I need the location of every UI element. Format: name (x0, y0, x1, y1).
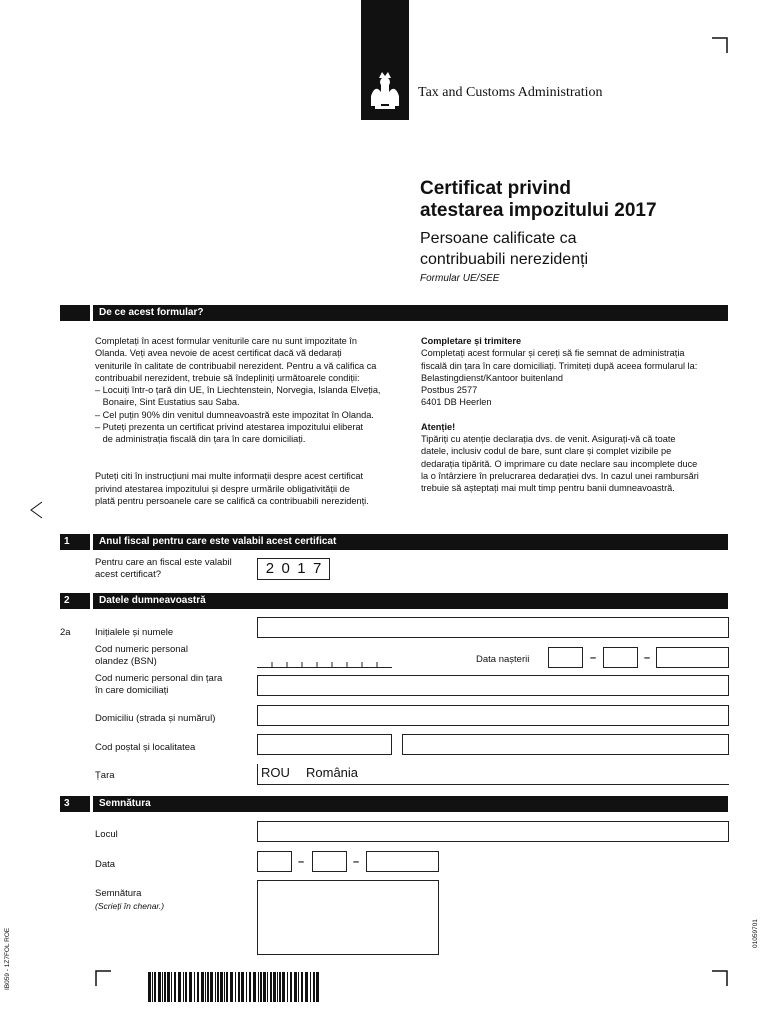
country-name-value: România (306, 765, 359, 780)
place-field[interactable] (257, 821, 729, 842)
intro-line: veniturile în calitate de contribuabil nerezident. Pentru a vă califica ca (95, 360, 377, 371)
intro-line: Puteți citi în instrucțiuni mai multe informații despre acest certificat (95, 471, 364, 482)
barcode-bar (313, 972, 315, 1002)
date-separator: – (353, 856, 360, 868)
year-digit: 2 (265, 560, 275, 577)
barcode-bar (189, 972, 192, 1002)
barcode-bar (305, 972, 308, 1002)
barcode-bar (152, 972, 153, 1002)
section-2-number: 2 (60, 593, 90, 609)
sign-month-field[interactable] (312, 851, 347, 872)
barcode-bar (194, 972, 195, 1002)
address-label: Domiciliu (strada și numărul) (95, 713, 216, 724)
intro-line: Tipăriți cu atenție declarația dvs. de venit. Asigurați-vă că toate (421, 434, 676, 445)
intro-number-bar (60, 305, 90, 321)
section-2-heading: Datele dumneavoastră (93, 593, 728, 609)
barcode-bar (148, 972, 151, 1002)
intro-line: plată pentru persoanele care se califică ca contribuabili nerezidenți. (95, 495, 369, 506)
year-digit: 7 (312, 560, 322, 577)
barcode-bar (220, 972, 223, 1002)
barcode-bar (267, 972, 268, 1002)
intro-line: la o întârziere în prelucrarea dedarației dvs. In cazul unei rambursări (421, 470, 699, 481)
intro-line: 6401 DB Heerlen (421, 397, 492, 408)
intro-line: contribuabil nerezident, trebuie să îndepliniți următoarele condiții: (95, 372, 360, 383)
initials-name-field[interactable] (257, 617, 729, 638)
intro-line (95, 458, 415, 470)
organization-name: Tax and Customs Administration (418, 85, 603, 100)
barcode-bar (253, 972, 256, 1002)
date-separator: – (298, 856, 305, 868)
postal-label: Cod poștal și localitatea (95, 742, 196, 753)
section-1-heading: Anul fiscal pentru care este valabil acest certificat (93, 534, 728, 550)
barcode-bar (298, 972, 299, 1002)
initials-label: Inițialele și numele (95, 627, 174, 638)
intro-right-text: Completare și trimitere Completați acest formular și cereți să fie semnat de administrația fiscală din țara în care domiciliați. Trimiteți după aceea formularul la: Belastingdienst/Kantoor buitenland Postbus 2577 6401 DB Heerlen Atenție! Tipăriți cu atenție declarația dvs. de venit. Asigurați-vă că toate datele, inclusiv codul de bare, sunt clare și complet vizibile pe dedarația tipărită. O imprimare cu date neclare sau incomplete duce la o întârziere în prelucrarea dedarației dvs. In cazul unei rambursări trebuie să așteptați mai mult timp pentru banii dumneavoastră. (421, 335, 741, 495)
barcode-bar (301, 972, 303, 1002)
intro-line: Olanda. Veți avea nevoie de acest certificat dacă vă dedarați (95, 348, 342, 359)
tax-year-field[interactable] (257, 558, 330, 580)
barcode-bar (249, 972, 251, 1002)
signature-label: Semnătura (Scrieți în chenar.) (95, 888, 165, 911)
signature-box[interactable] (257, 880, 439, 955)
barcode-bar (154, 972, 156, 1002)
barcode (148, 972, 323, 1002)
address-field[interactable] (257, 705, 729, 726)
country-label: Țara (95, 770, 115, 781)
subsection-2a: 2a (60, 627, 71, 638)
margin-doc-number: 01059701 (752, 919, 759, 948)
section-3-number: 3 (60, 796, 90, 812)
barcode-bar (158, 972, 161, 1002)
bsn-label: Cod numeric personal olandez (BSN) (95, 644, 188, 667)
year-digit: 0 (281, 560, 290, 577)
date-separator: – (644, 652, 651, 664)
date-separator: – (590, 652, 597, 664)
barcode-bar (167, 972, 170, 1002)
locality-field[interactable] (402, 734, 729, 755)
barcode-bar (162, 972, 163, 1002)
intro-line: Bonaire, Sint Eustatius sau Saba. (95, 397, 240, 408)
birth-date-label: Data nașterii (476, 654, 530, 665)
logo-bar (361, 0, 409, 120)
barcode-bar (270, 972, 272, 1002)
barcode-bar (174, 972, 176, 1002)
chevron-left-icon (28, 500, 44, 520)
barcode-bar (210, 972, 213, 1002)
barcode-bar (171, 972, 172, 1002)
barcode-bar (164, 972, 166, 1002)
intro-line: Postbus 2577 (421, 385, 478, 396)
intro-line (95, 446, 415, 458)
barcode-bar (258, 972, 259, 1002)
barcode-bar (197, 972, 199, 1002)
barcode-bar (246, 972, 247, 1002)
barcode-bar (238, 972, 240, 1002)
barcode-bar (273, 972, 276, 1002)
barcode-bar (201, 972, 204, 1002)
crop-mark-icon (95, 970, 111, 986)
barcode-bar (224, 972, 225, 1002)
intro-line: – Puteți prezenta un certificat privind atestarea impozitului eliberat (95, 422, 364, 433)
country-code-value: ROU (261, 765, 290, 780)
barcode-bar (287, 972, 288, 1002)
intro-line: Completați în acest formular veniturile care nu sunt impozitate în (95, 336, 357, 346)
bsn-field[interactable] (257, 647, 392, 668)
crop-mark-icon (712, 37, 728, 53)
intro-heading: De ce acest formular? (93, 305, 728, 321)
barcode-bar (294, 972, 297, 1002)
barcode-bar (226, 972, 228, 1002)
section-1-number: 1 (60, 534, 90, 550)
intro-line: – Cel puțin 90% din venitul dumneavoastră este impozitat în Olanda. (95, 409, 374, 420)
intro-line: trebuie să așteptați mai mult timp pentru banii dumneavoastră. (421, 483, 675, 494)
barcode-bar (290, 972, 292, 1002)
birth-year-field[interactable] (656, 647, 729, 668)
barcode-bar (282, 972, 285, 1002)
intro-line: de administrația fiscală din țara în care domiciliați. (95, 434, 306, 445)
barcode-bar (230, 972, 233, 1002)
intro-line: – Locuiți într-o țară din UE, în Liechtenstein, Norvegia, Islanda Elveția, (95, 385, 381, 396)
intro-left-text (95, 335, 415, 507)
barcode-bar (205, 972, 206, 1002)
intro-line: Completați acest formular și cereți să fie semnat de administrația (421, 348, 685, 359)
barcode-bar (183, 972, 184, 1002)
birth-day-field[interactable] (548, 647, 583, 668)
barcode-bar (260, 972, 262, 1002)
barcode-bar (277, 972, 278, 1002)
intro-line: privind atestarea impozitului și despre urmările obligativității de (95, 483, 350, 494)
barcode-bar (215, 972, 216, 1002)
comb-ticks (257, 662, 392, 667)
sign-day-field[interactable] (257, 851, 292, 872)
barcode-bar (207, 972, 209, 1002)
foreign-id-field[interactable] (257, 675, 729, 696)
margin-form-code: IB059 - 1Z7FOL ROE (4, 927, 11, 990)
coat-of-arms-icon (361, 0, 409, 120)
barcode-bar (217, 972, 219, 1002)
year-digit: 1 (297, 560, 306, 577)
barcode-bar (316, 972, 319, 1002)
barcode-bar (279, 972, 281, 1002)
barcode-bar (310, 972, 311, 1002)
page-subtitle: Persoane calificate ca contribuabili nerezidenți (420, 230, 589, 268)
barcode-bar (178, 972, 181, 1002)
foreign-id-label: Cod numeric personal din țara în care domiciliați (95, 673, 223, 696)
intro-line: fiscală din țara în care domiciliați. Trimiteți după aceea formularul la: (421, 360, 698, 371)
barcode-bar (241, 972, 244, 1002)
section-3-heading: Semnătura (93, 796, 728, 812)
page-title: Certificat privind atestarea impozitului 2017 (420, 178, 657, 221)
sign-year-field[interactable] (366, 851, 439, 872)
barcode-bar (235, 972, 236, 1002)
barcode-bar (263, 972, 266, 1002)
intro-line: Belastingdienst/Kantoor buitenland (421, 372, 563, 383)
intro-line: dedarația tipărită. O imprimare cu date neclare sau incomplete duce (421, 458, 698, 469)
crop-mark-icon (712, 970, 728, 986)
form-code: Formular UE/SEE (420, 273, 500, 284)
place-label: Locul (95, 829, 118, 840)
intro-line: datele, inclusiv codul de bare, sunt clare și complet vizibile pe (421, 446, 672, 457)
country-name-field[interactable] (302, 764, 729, 785)
date-label: Data (95, 859, 116, 870)
barcode-bar (185, 972, 187, 1002)
postal-code-field[interactable] (257, 734, 392, 755)
birth-month-field[interactable] (603, 647, 638, 668)
tax-year-question: Pentru care an fiscal este valabil acest certificat? (95, 557, 232, 580)
